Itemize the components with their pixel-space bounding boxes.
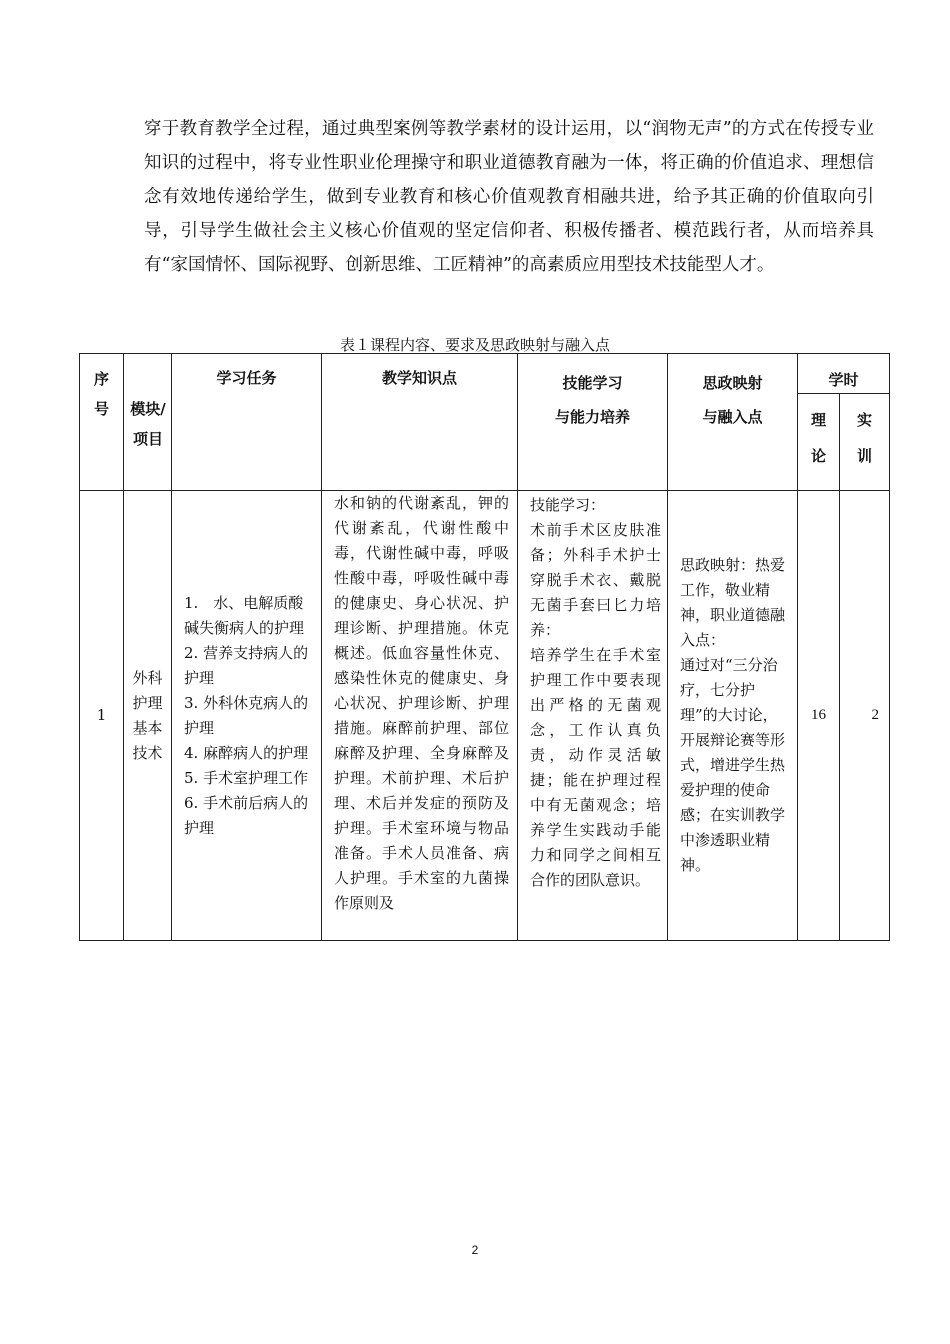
task-item: 3. 外科休克病人的护理 — [184, 693, 309, 737]
header-module: 模块/项目 — [124, 354, 172, 491]
header-hours: 学时 — [798, 354, 890, 394]
row-seq: 1 — [80, 491, 124, 941]
course-content-table — [79, 353, 890, 941]
intro-paragraph: 穿于教育教学全过程，通过典型案例等教学素材的设计运用，以“润物无声”的方式在传授专业知识的过程中，将专业性职业伦理操守和职业道德教育融为一体，将正确的价值追求、理想信念有效地传递给学生，做到专业教育和核心价值观教育相融共进，给予其正确的价值取向引导，引导学生做社会主义核心价值观的坚定信仰者、积极传播者、模范践行者，从而培养具有“家国情怀、国际视野、创新思维、工匠精神”的高素质应用型技术技能型人才。 — [144, 119, 874, 275]
task-item: 4. 麻醉病人的护理 — [184, 743, 309, 762]
header-task: 学习任务 — [172, 354, 322, 491]
table-row — [80, 491, 890, 941]
page-number: 2 — [471, 1243, 479, 1257]
header-ideology: 思政映射 与融入点 — [668, 354, 798, 491]
header-practice: 实训 — [840, 394, 890, 491]
row-ideology: 思政映射：热爱工作，敬业精神，职业道德融入点： 通过对“三分治疗，七分护理”的大讨论，开展辩论赛等形式，增进学生热爱护理的使命感；在实训教学中渗透职业精神。 — [668, 491, 798, 941]
row-knowledge: 水和钠的代谢紊乱，钾的代谢紊乱，代谢性酸中毒，代谢性碱中毒，呼吸性酸中毒，呼吸性碱中毒的健康史、身心状况、护理诊断、护理措施。休克概述。低血容量性休克、感染性休克的健康史、身心状况、护理诊断、护理措施。麻醉前护理、部位麻醉及护理、全身麻醉及护理。术前护理、术后护理、术后并发症的预防及护理。手术室环境与物品准备。手术人员准备、病人护理。手术室的九菌操作原则及 — [322, 491, 518, 941]
row-practice-hours: 2 — [840, 491, 890, 941]
header-seq: 序号 — [80, 354, 124, 491]
header-knowledge: 教学知识点 — [322, 354, 518, 491]
table-caption: 表１课程内容、要求及思政映射与融入点 — [339, 336, 610, 354]
task-item: 2. 营养支持病人的护理 — [184, 643, 309, 687]
header-theory: 理论 — [798, 394, 840, 491]
header-row — [80, 354, 890, 394]
row-theory-hours: 16 — [798, 491, 840, 941]
task-item: 5. 手术室护理工作 — [184, 768, 309, 787]
row-skill: 技能学习： 术前手术区皮肤准备；外科手术护士穿脱手术衣、戴脱无菌手套曰匕力培养： 培养学生在手术室护理工作中要表现出严格的无菌观念，工作认真负责，动作灵活敏捷；能在护理过程中有无菌观念；培养学生实践动手能力和同学之间相互合作的团队意识。 — [518, 491, 668, 941]
header-skill: 技能学习 与能力培养 — [518, 354, 668, 491]
row-module: 外科护理基本技术 — [124, 491, 172, 941]
row-tasks — [172, 491, 322, 941]
task-item: 6. 手术前后病人的护理 — [184, 793, 309, 837]
task-item: 1. 水、电解质酸碱失衡病人的护理 — [184, 593, 305, 637]
